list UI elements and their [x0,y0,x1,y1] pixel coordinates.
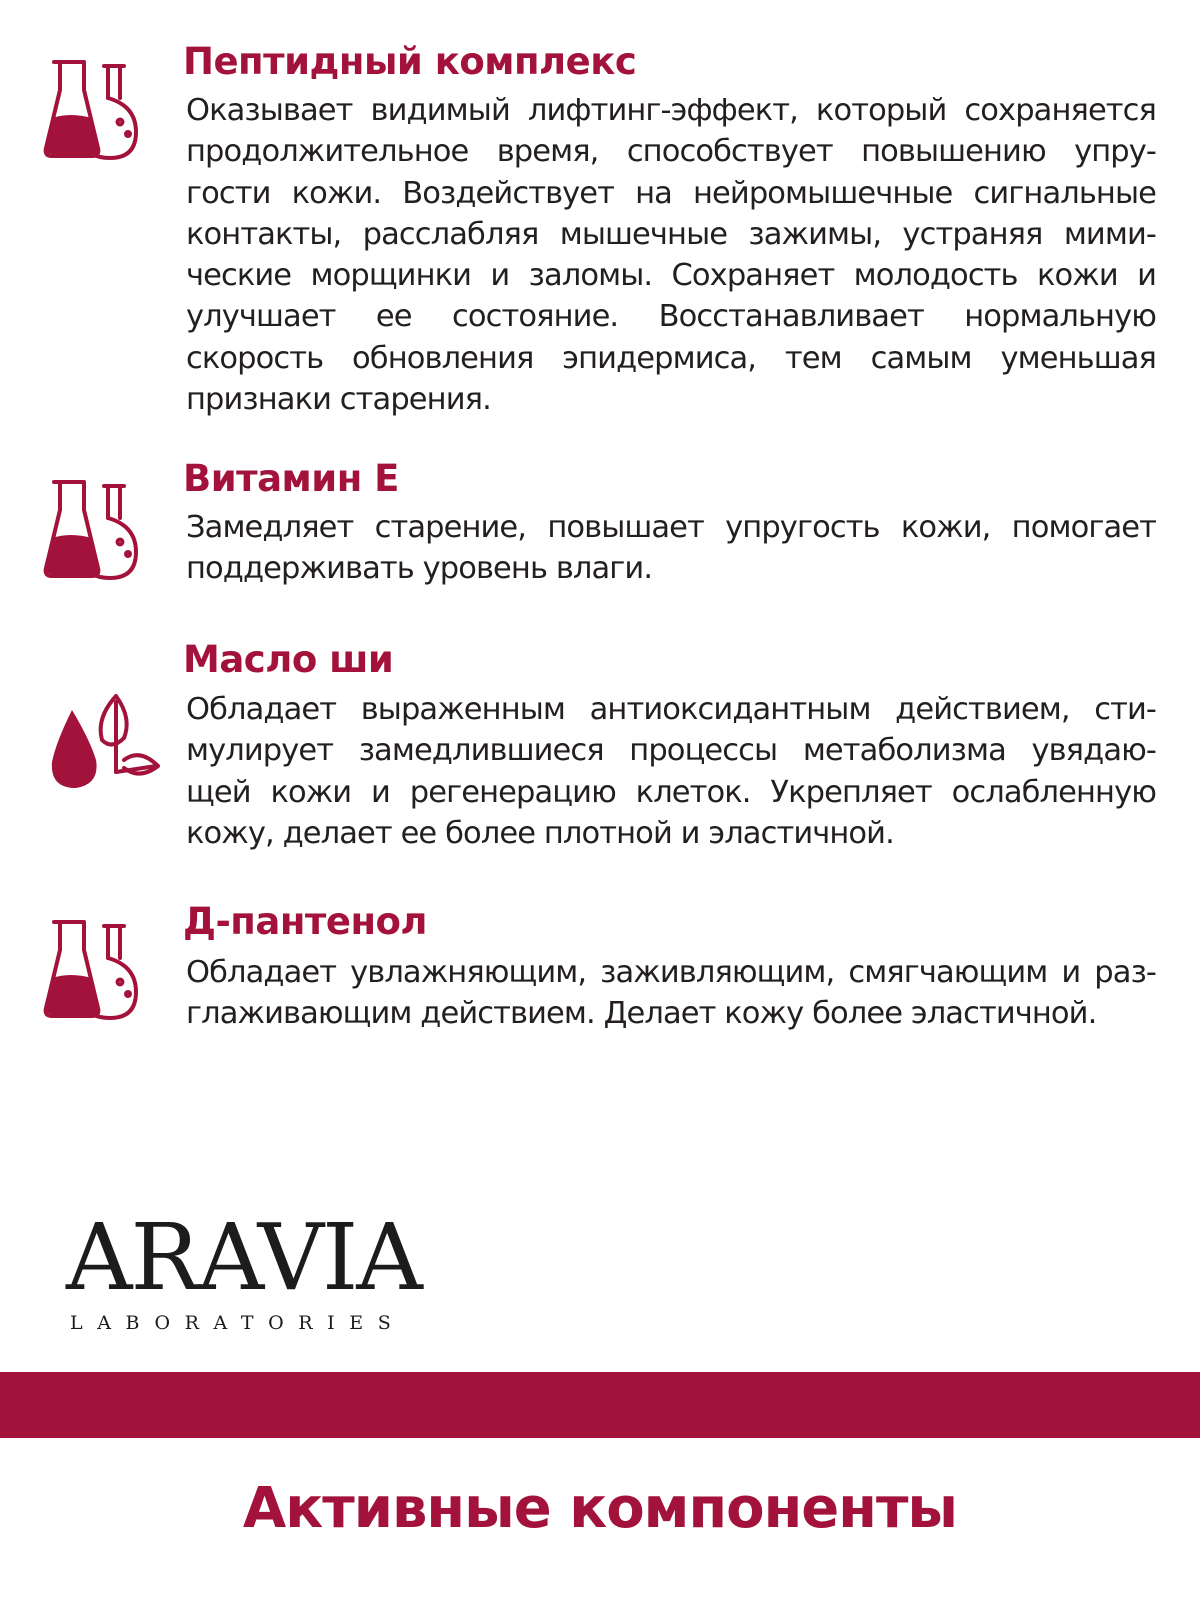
description-line: гости кожи. Воздействует на нейромышечные сигнальные [186,175,1156,211]
description-line: Обладает выраженным антиоксидантным действием, сти- [186,692,1156,727]
ingredient-title: Масло ши [183,638,394,681]
ingredient-description [186,952,1156,1035]
flasks-icon [40,908,160,1028]
flasks-icon [40,468,160,588]
description-line: скорость обновления эпидермиса, тем самым уменьшая [186,340,1156,376]
description-line: признаки старения. [186,382,491,418]
flasks-icon [40,48,160,168]
ingredient-title: Витамин Е [183,457,399,500]
description-line: глаживающим действием. Делает кожу более эластичной. [186,996,1097,1032]
description-line: продолжительное время, способствует повышению упру- [186,134,1156,170]
ingredient-description [186,689,1156,854]
oil-drop-leaf-icon [40,688,160,808]
description-line: Замедляет старение, повышает упругость кожи, помогает [186,510,1156,545]
footer-title: Активные компоненты [242,1476,958,1541]
description-line: ческие морщинки и заломы. Сохраняет молодость кожи и [186,258,1156,294]
ingredient-description [186,507,1156,590]
ingredient-description [186,90,1156,420]
ingredient-title: Д-пантенол [183,900,428,943]
description-line: щей кожи и регенерацию клеток. Укрепляет ослабленную [186,774,1156,810]
description-line: контакты, расслабляя мышечные зажимы, устраняя мими- [186,216,1156,252]
brand-subtitle: LABORATORIES [70,1312,406,1334]
description-line: кожу, делает ее более плотной и эластичной. [186,815,894,851]
brand-logo [66,1204,421,1352]
description-line: поддерживать уровень влаги. [186,551,653,587]
brand-name: ARAVIA [66,1204,421,1311]
description-line: мулирует замедлившиеся процессы метаболизма увядаю- [186,733,1156,769]
description-line: улучшает ее состояние. Восстанавливает нормальную [186,299,1156,335]
description-line: Обладает увлажняющим, заживляющим, смягчающим и раз- [186,955,1156,990]
description-line: Оказывает видимый лифтинг-эффект, который сохраняется [186,93,1156,128]
accent-band [0,1372,1200,1438]
ingredient-title: Пептидный комплекс [183,40,637,83]
